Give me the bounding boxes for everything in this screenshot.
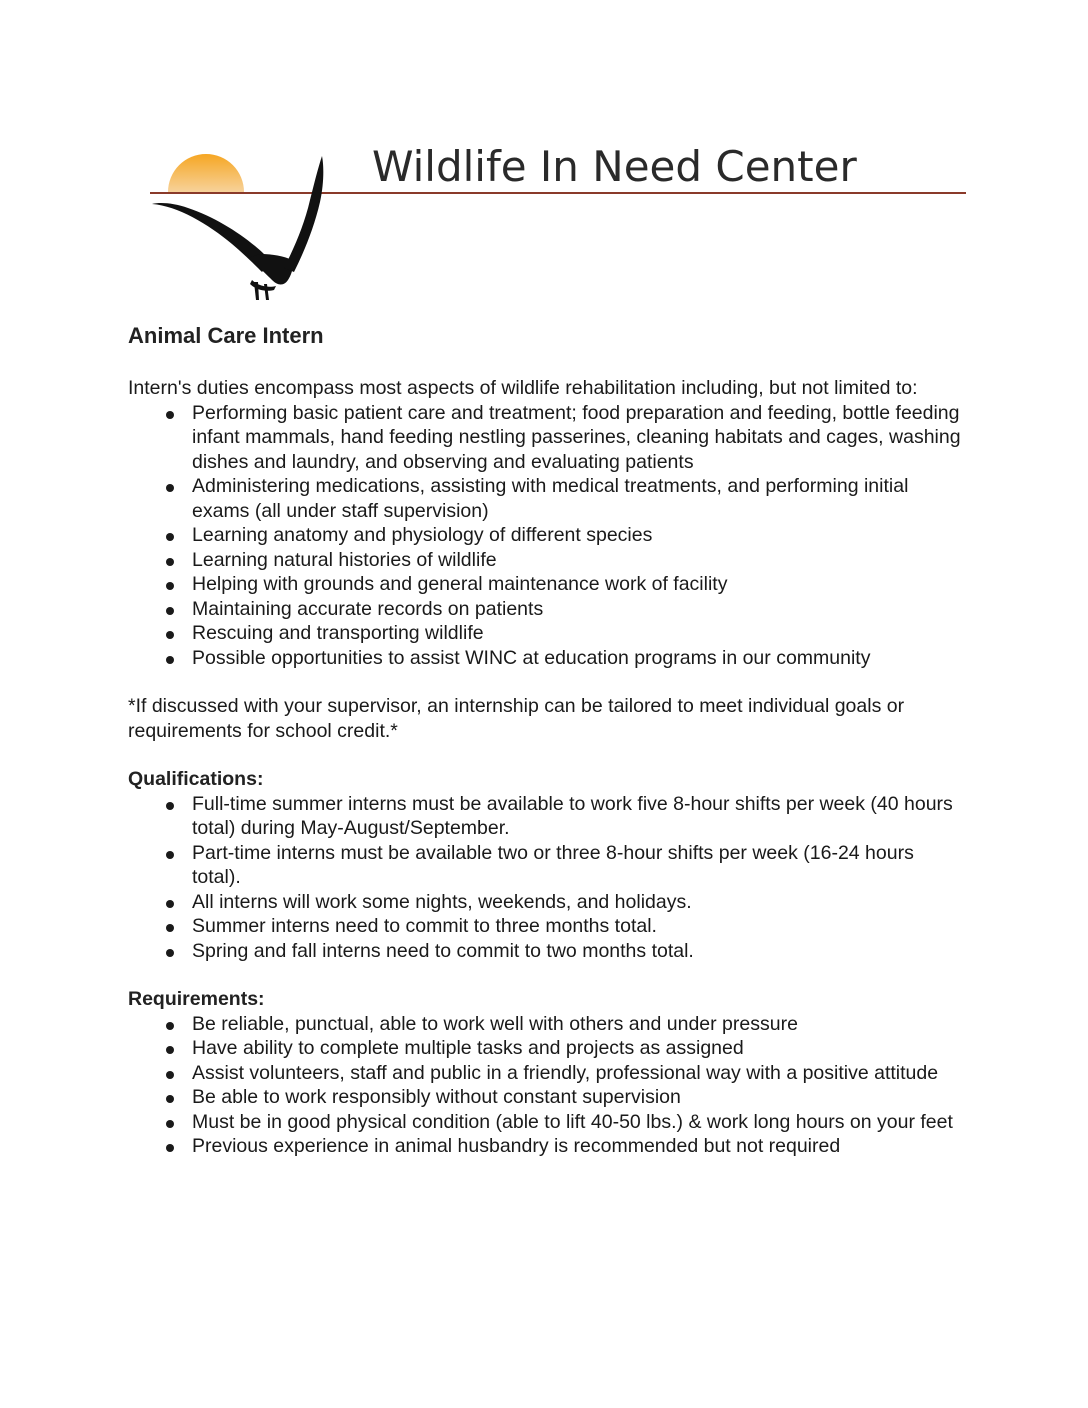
bullet-icon [166,656,174,664]
bullet-icon [166,851,174,859]
bullet-icon [166,1046,174,1054]
list-item-text: Be able to work responsibly without constant supervision [192,1086,681,1108]
bullet-icon [166,558,174,566]
list-item-text: Maintaining accurate records on patients [192,597,544,620]
list-item-text: Part-time interns must be available two or three 8-hour shifts per week (16-24 hours total). [192,841,914,888]
bullet-icon [166,411,174,419]
list-item-text: Helping with grounds and general maintenance work of facility [192,573,728,595]
bullet-icon [166,631,174,639]
list-item-text: Administering medications, assisting with medical treatments, and performing initial exams (all under staff supervision) [192,475,909,522]
intro-paragraph: Intern's duties encompass most aspects of wildlife rehabilitation including, but not limited to: [128,377,918,399]
page-title: Animal Care Intern [128,323,324,348]
list-item [128,474,968,523]
list-item [128,621,968,646]
list-item [128,841,968,890]
list-item-text: Be reliable, punctual, able to work well with others and under pressure [192,1012,798,1035]
list-item [128,1134,968,1159]
list-item-text: Assist volunteers, staff and public in a friendly, professional way with a positive attitude [192,1061,939,1084]
list-item [128,572,968,597]
list-item [128,597,968,622]
list-item [128,914,968,939]
sun-icon [168,154,244,192]
list-item-text: Spring and fall interns need to commit to two months total. [192,939,694,962]
requirements-list [128,1012,968,1159]
bullet-icon [166,533,174,541]
list-item [128,646,968,671]
list-item-text: Previous experience in animal husbandry is recommended but not required [192,1135,841,1157]
list-item [128,1012,968,1037]
bullet-icon [166,607,174,615]
list-item-text: All interns will work some nights, weekends, and holidays. [192,890,692,913]
bullet-icon [166,924,174,932]
list-item-text: Learning anatomy and physiology of different species [192,524,653,546]
bullet-icon [166,1144,174,1152]
list-item [128,1085,968,1110]
horizon-rule [150,192,966,194]
org-name: Wildlife In Need Center [372,142,857,191]
bullet-icon [166,582,174,590]
bullet-icon [166,1022,174,1030]
bullet-icon [166,900,174,908]
list-item [128,890,968,915]
list-item [128,548,968,573]
list-item [128,792,968,841]
requirements-heading: Requirements: [128,988,265,1010]
list-item [128,401,968,475]
duties-list [128,401,968,671]
list-item [128,1036,968,1061]
document-body [128,322,968,1159]
list-item-text: Rescuing and transporting wildlife [192,622,484,644]
tailoring-note: *If discussed with your supervisor, an internship can be tailored to meet individual goals or requirements for school credit.* [128,695,905,742]
bullet-icon [166,1071,174,1079]
bullet-icon [166,949,174,957]
list-item-text: Performing basic patient care and treatment; food preparation and feeding, bottle feeding infant mammals, hand feeding nestling passerines, cleaning habitats and cages, washing dishes and laundry, and observing and evaluating patients [192,401,961,473]
list-item [128,523,968,548]
list-item-text: Summer interns need to commit to three months total. [192,915,657,937]
qualifications-heading: Qualifications: [128,768,264,790]
bullet-icon [166,802,174,810]
list-item-text: Must be in good physical condition (able to lift 40-50 lbs.) & work long hours on your feet [192,1110,953,1133]
list-item [128,939,968,964]
bullet-icon [166,484,174,492]
list-item-text: Full-time summer interns must be available to work five 8-hour shifts per week (40 hours total) during May-August/September. [192,792,953,839]
list-item-text: Have ability to complete multiple tasks and projects as assigned [192,1037,744,1059]
list-item [128,1110,968,1135]
list-item [128,1061,968,1086]
qualifications-list [128,792,968,964]
list-item-text: Learning natural histories of wildlife [192,548,497,571]
bullet-icon [166,1095,174,1103]
bullet-icon [166,1120,174,1128]
list-item-text: Possible opportunities to assist WINC at education programs in our community [192,646,871,669]
